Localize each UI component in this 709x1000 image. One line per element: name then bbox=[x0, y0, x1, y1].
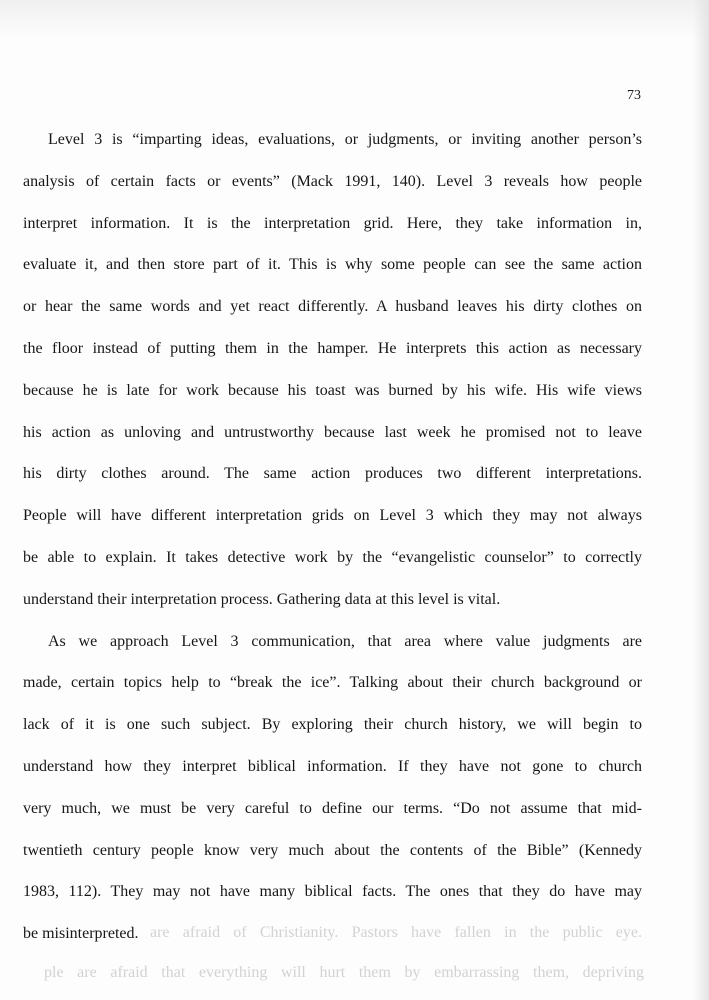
paragraph-line: understand how they interpret biblical information. If they have not gone to church bbox=[23, 757, 642, 775]
paragraph-line: As we approach Level 3 communication, that area where value judgments are bbox=[48, 632, 642, 650]
body-text bbox=[23, 126, 642, 962]
paragraph-line: or hear the same words and yet react differently. A husband leaves his dirty clothes on bbox=[23, 298, 642, 316]
scan-shadow-top bbox=[0, 0, 709, 40]
paragraph-line: People will have different interpretation grids on Level 3 which they may not always bbox=[23, 507, 642, 525]
paragraph-line: made, certain topics help to “break the ice”. Talking about their church background or bbox=[23, 674, 642, 692]
paragraph-line: lack of it is one such subject. By exploring their church history, we will begin to bbox=[23, 716, 642, 734]
paragraph-line: 1983, 112). They may not have many biblical facts. The ones that they do have may bbox=[23, 883, 642, 901]
paragraph-line: very much, we must be very careful to define our terms. “Do not assume that mid- bbox=[23, 799, 642, 817]
paragraph-line: analysis of certain facts or events” (Mack 1991, 140). Level 3 reveals how people bbox=[23, 172, 642, 190]
paragraph-line: because he is late for work because his toast was burned by his wife. His wife views bbox=[23, 381, 642, 399]
paragraph-1 bbox=[23, 126, 642, 628]
paragraph-line: twentieth century people know very much about the contents of the Bible” (Kennedy bbox=[23, 841, 642, 859]
bleed-through-line: ple are afraid that everything will hurt them by embarrassing them, depriving bbox=[44, 964, 644, 981]
paragraph-line: interpret information. It is the interpretation grid. Here, they take information in, bbox=[23, 214, 642, 232]
paragraph-line: evaluate it, and then store part of it. This is why some people can see the same action bbox=[23, 256, 642, 274]
paragraph-line: his dirty clothes around. The same action produces two different interpretations. bbox=[23, 465, 642, 483]
paragraph-line: understand their interpretation process. Gathering data at this level is vital. bbox=[23, 590, 501, 608]
paragraph-line: the floor instead of putting them in the hamper. He interprets this action as necessary bbox=[23, 339, 642, 357]
bleed-through-line: are afraid of Christianity. Pastors have fallen in the public eye. bbox=[150, 924, 642, 941]
scan-shadow-right bbox=[693, 0, 709, 1000]
paragraph-line: be able to explain. It takes detective work by the “evangelistic counselor” to correctly bbox=[23, 548, 642, 566]
page-number: 73 bbox=[627, 88, 641, 103]
paragraph-2 bbox=[23, 628, 642, 962]
paragraph-line: his action as unloving and untrustworthy because last week he promised not to leave bbox=[23, 423, 642, 441]
paragraph-line: Level 3 is “imparting ideas, evaluations, or judgments, or inviting another person’s bbox=[48, 131, 642, 148]
paragraph-line: be misinterpreted. bbox=[23, 925, 139, 943]
